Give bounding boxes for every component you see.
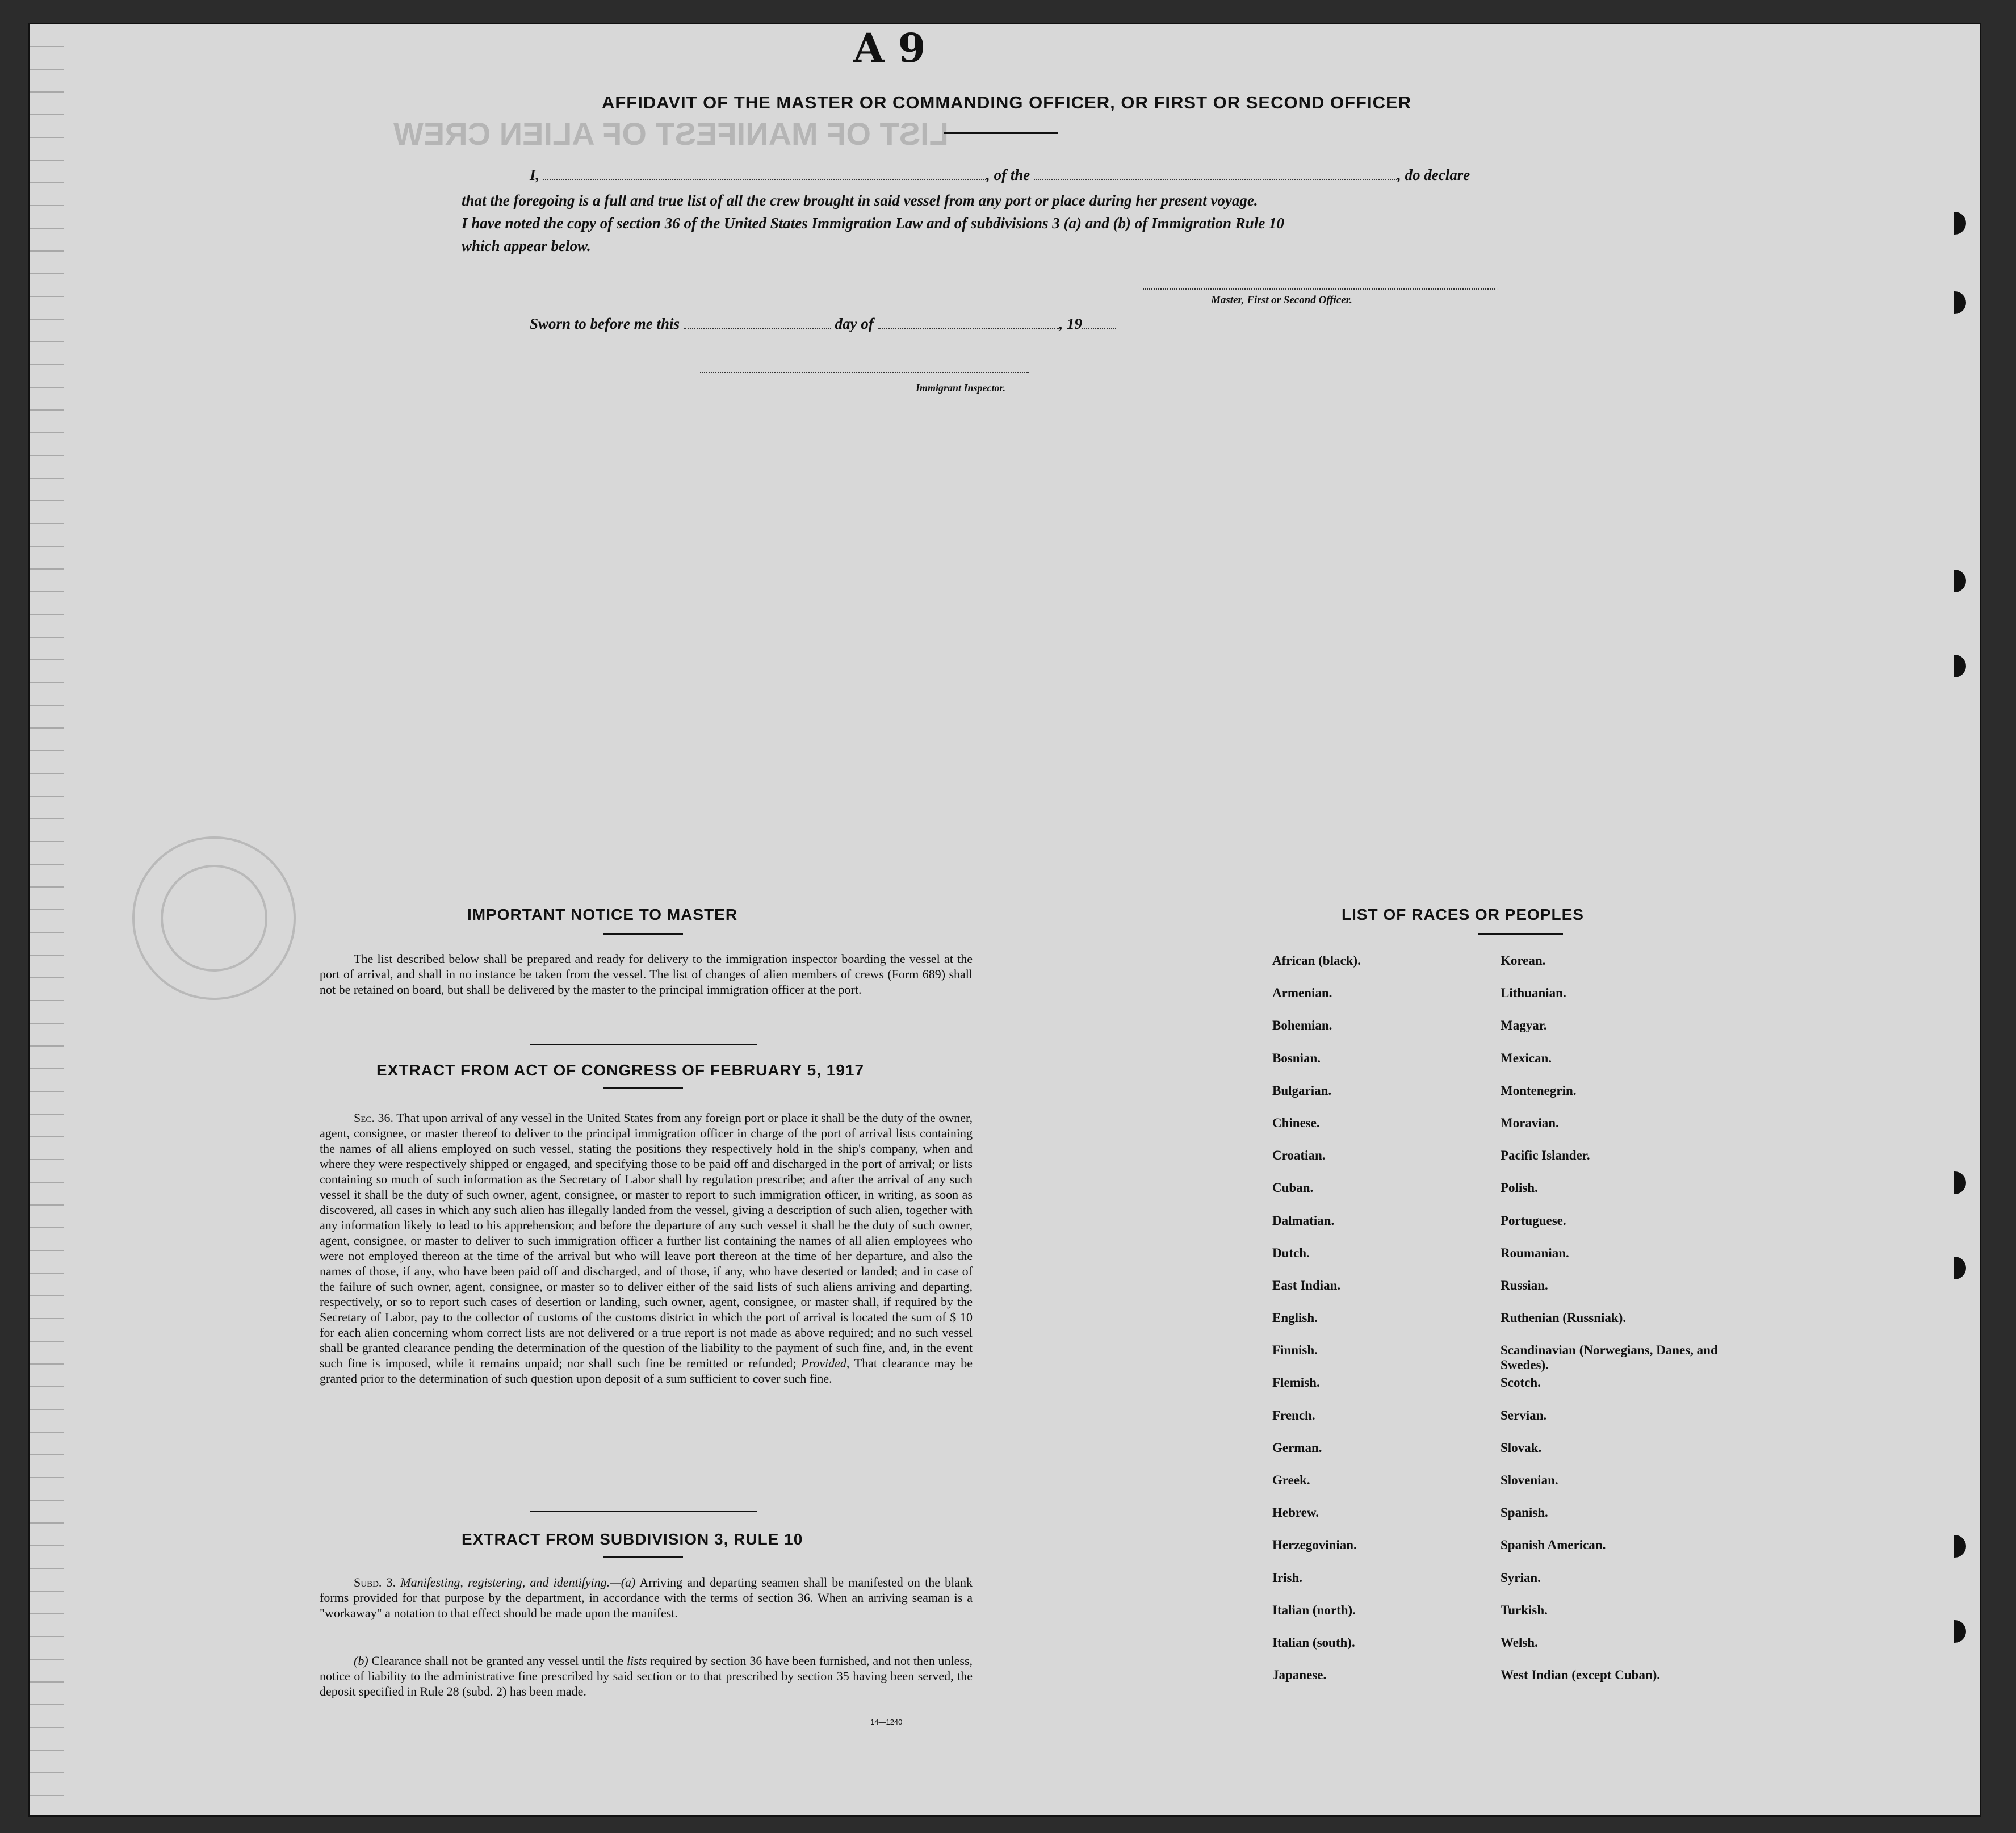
race-item: Mexican. <box>1501 1051 1552 1065</box>
affidavit-declare: , do declare <box>1397 166 1470 183</box>
rule10-title-rule <box>603 1556 683 1558</box>
subd-b-body-2: required by section 36 have been furnished, and not then unless, notice of liability to the administrative fine prescribed by said section or to that prescribed by section 35 having been served, the deposit specified in Rule 28 (subd. 2) has been made. <box>320 1654 973 1698</box>
race-item: Bulgarian. <box>1272 1083 1332 1098</box>
race-item: African (black). <box>1272 953 1361 968</box>
master-label: Master, First or Second Officer. <box>1211 294 1352 306</box>
race-item: Scotch. <box>1501 1375 1541 1390</box>
subd-b-lists: lists <box>626 1654 647 1668</box>
sworn-day-blank[interactable] <box>684 328 831 329</box>
year-text: , 19 <box>1059 315 1083 332</box>
inspector-label: Immigrant Inspector. <box>916 382 1006 394</box>
race-item: Pacific Islander. <box>1501 1148 1590 1163</box>
bleed-through-heading: LIST OF MANIFEST OF ALIEN CREW <box>393 116 949 152</box>
punch-hole <box>1954 1171 1966 1194</box>
punch-hole <box>1954 1535 1966 1558</box>
races-title-rule <box>1478 933 1563 935</box>
act-section-label: Sec. 36. <box>354 1111 394 1125</box>
race-item: Russian. <box>1501 1278 1548 1292</box>
race-item: Chinese. <box>1272 1115 1320 1130</box>
race-item: Magyar. <box>1501 1018 1547 1033</box>
races-title: LIST OF RACES OR PEOPLES <box>1342 906 1584 923</box>
races-column-1 <box>1272 953 1460 1700</box>
race-item: Polish. <box>1501 1181 1538 1195</box>
race-item: Korean. <box>1501 953 1546 968</box>
subd-title: Manifesting, registering, and identifying.—(a) <box>400 1575 636 1589</box>
race-item: Bosnian. <box>1272 1051 1321 1065</box>
affidavit-line-1 <box>530 166 1470 184</box>
race-item: Spanish. <box>1501 1505 1548 1520</box>
form-number: 14—1240 <box>870 1718 903 1726</box>
race-item: Flemish. <box>1272 1375 1320 1390</box>
inspector-signature-line[interactable] <box>700 372 1029 373</box>
faint-seal-inner <box>161 865 267 972</box>
rule10-title: EXTRACT FROM SUBDIVISION 3, RULE 10 <box>462 1530 803 1548</box>
notice-divider <box>530 1044 757 1045</box>
race-item: West Indian (except Cuban). <box>1501 1668 1661 1683</box>
race-item: Italian (south). <box>1272 1635 1355 1650</box>
race-item: German. <box>1272 1440 1322 1455</box>
affidavit-line-2: that the foregoing is a full and true list of all the crew brought in said vessel from any port or place during her present voyage. <box>462 192 1258 209</box>
race-item: Finnish. <box>1272 1343 1318 1358</box>
name-blank[interactable] <box>543 179 986 180</box>
master-signature-line[interactable] <box>1143 288 1495 290</box>
affidavit-line-3: I have noted the copy of section 36 of the United States Immigration Law and of subdivisions 3 (a) and (b) of Immigration Rule 10 <box>462 215 1285 232</box>
punch-hole <box>1954 655 1966 677</box>
race-item: Syrian. <box>1501 1570 1541 1585</box>
ruled-margin <box>30 24 64 1815</box>
affidavit-i: I, <box>530 166 540 183</box>
race-item: East Indian. <box>1272 1278 1341 1292</box>
sworn-line <box>530 315 1116 333</box>
race-item: Roumanian. <box>1501 1245 1569 1260</box>
punch-hole <box>1954 1257 1966 1279</box>
race-item: Turkish. <box>1501 1602 1548 1617</box>
affidavit-of: , of the <box>986 166 1030 183</box>
handwritten-mark: A 9 <box>853 24 926 72</box>
race-item: Armenian. <box>1272 986 1332 1001</box>
act-body-b: That clearance may be granted prior to the determination of such question upon deposit of a sum sufficient to cover such fine. <box>320 1356 973 1386</box>
sworn-text: Sworn to before me this <box>530 315 680 332</box>
race-item: English. <box>1272 1311 1318 1325</box>
affidavit-body <box>462 189 1518 257</box>
manifest-sheet <box>28 23 1981 1817</box>
races-column-2 <box>1501 953 1739 1700</box>
rule10-a <box>320 1575 973 1621</box>
race-item: Montenegrin. <box>1501 1083 1577 1098</box>
race-item: Spanish American. <box>1501 1538 1606 1552</box>
subd-label: Subd. 3. <box>354 1575 396 1589</box>
race-item: Hebrew. <box>1272 1505 1319 1520</box>
rule10-b <box>320 1653 973 1699</box>
affidavit-line-4: which appear below. <box>462 237 591 254</box>
race-item: Italian (north). <box>1272 1602 1356 1617</box>
vessel-blank[interactable] <box>1034 179 1397 180</box>
race-item: Welsh. <box>1501 1635 1538 1650</box>
race-item: Croatian. <box>1272 1148 1326 1163</box>
subd-a-body: Arriving and departing seamen shall be manifested on the blank forms provided for that purpose by the department, in accordance with the terms of section 36. When an arriving seaman is a "workaway" a notation to that effect should be made upon the manifest. <box>320 1575 973 1620</box>
punch-hole <box>1954 1620 1966 1643</box>
day-of-text: day of <box>835 315 874 332</box>
race-item: Slovenian. <box>1501 1473 1558 1487</box>
race-item: Bohemian. <box>1272 1018 1332 1033</box>
act-provided: Provided, <box>801 1356 850 1370</box>
race-item: Lithuanian. <box>1501 986 1566 1001</box>
punch-hole <box>1954 570 1966 592</box>
race-item: Irish. <box>1272 1570 1303 1585</box>
affidavit-title: AFFIDAVIT OF THE MASTER OR COMMANDING OFFICER, OR FIRST OR SECOND OFFICER <box>601 93 1412 112</box>
race-item: Herzegovinian. <box>1272 1538 1357 1552</box>
race-item: Slovak. <box>1501 1440 1542 1455</box>
race-item: Scandinavian (Norwegians, Danes, and Swedes). <box>1501 1343 1718 1372</box>
punch-hole <box>1954 212 1966 235</box>
subd-b-body-1: Clearance shall not be granted any vessel until the <box>371 1654 624 1668</box>
notice-title-rule <box>603 933 683 935</box>
race-item: Portuguese. <box>1501 1213 1566 1228</box>
act-title: EXTRACT FROM ACT OF CONGRESS OF FEBRUARY 5, 1917 <box>376 1061 865 1079</box>
race-item: Cuban. <box>1272 1181 1314 1195</box>
act-title-rule <box>603 1087 683 1089</box>
race-item: Japanese. <box>1272 1668 1327 1683</box>
subd-b-label: (b) <box>354 1654 368 1668</box>
race-item: Moravian. <box>1501 1115 1559 1130</box>
notice-body: The list described below shall be prepared and ready for delivery to the immigration inspector boarding the vessel at the port of arrival, and shall in no instance be taken from the vessel. The list of changes of alien members of crews (Form 689) shall not be retained on board, but shall be delivered by the master to the principal immigration officer at the port. <box>320 952 973 997</box>
act-body-a: That upon arrival of any vessel in the United States from any foreign port or place it shall be the duty of the owner, agent, consignee, or master thereof to deliver to the principal immigration officer in charge of the port of arrival lists containing the names of all aliens employed on such vessel, stating the positions they respectively hold in the ship's company, when and where they were respectively shipped or engaged, and specifying those to be paid off and discharged in the port of arrival; or lists containing so much of such information as the Secretary of Labor shall by regulation prescribe; and after the arrival of any such vessel it shall be the duty of such owner, agent, consignee, or master to report to such immigration officer, in writing, as soon as discovered, all cases in which any such alien has illegally landed from the vessel, giving a description of such alien, together with any information likely to lead to his apprehension; and before the departure of any such vessel it shall be the duty of such owner, agent, consignee, or master to deliver to such immigration officer a further list containing the names of all alien employees who were not employed thereon at the time of the arrival but who will leave port thereon at the time of her departure, and also the names of those, if any, who have been paid off and discharged, and of those, if any, who have deserted or landed; and in case of the failure of such owner, agent, consignee, or master so to deliver either of the said lists of such aliens arriving and departing, respectively, or so to report such cases of desertion or landing, such owner, agent, consignee, or master shall, if required by the Secretary of Labor, pay to the collector of customs of the customs district in which the port of arrival is located the sum of $ 10 for each alien concerning whom correct lists are not delivered or a true report is not made as above required; and no such vessel shall be granted clearance pending the determination of the question of the liability to the payment of such fine, and, in the event such fine is imposed, while it remains unpaid; nor shall such fine be remitted or refunded; <box>320 1111 973 1370</box>
sworn-month-blank[interactable] <box>878 328 1059 329</box>
affidavit-title-rule <box>944 132 1058 134</box>
race-item: Greek. <box>1272 1473 1310 1487</box>
race-item: French. <box>1272 1408 1315 1422</box>
notice-title: IMPORTANT NOTICE TO MASTER <box>467 906 738 923</box>
race-item: Ruthenian (Russniak). <box>1501 1311 1627 1325</box>
race-item: Servian. <box>1501 1408 1547 1422</box>
race-item: Dutch. <box>1272 1245 1310 1260</box>
sworn-year-blank[interactable] <box>1082 328 1116 329</box>
race-item: Dalmatian. <box>1272 1213 1335 1228</box>
punch-hole <box>1954 291 1966 314</box>
act-divider <box>530 1511 757 1512</box>
act-body <box>320 1110 973 1386</box>
